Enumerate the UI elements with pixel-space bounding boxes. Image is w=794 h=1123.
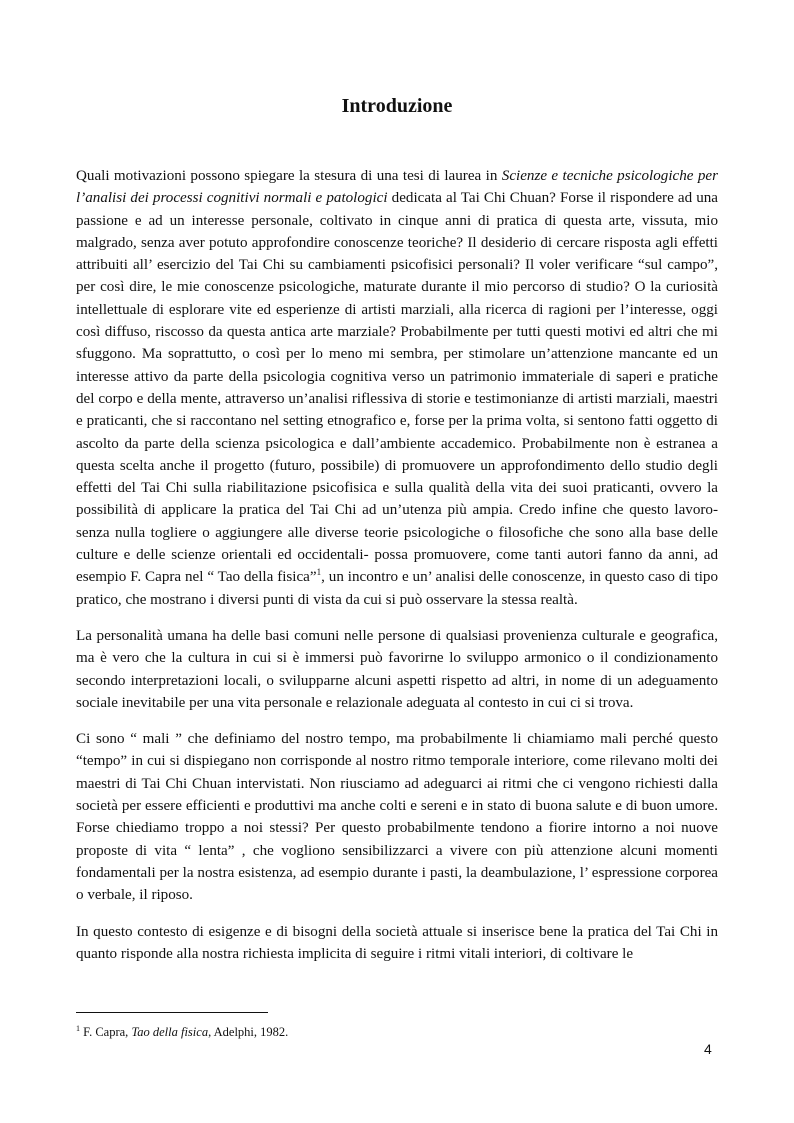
paragraph-1-text-c: dedicata al Tai Chi Chuan? Forse il rispondere ad una passione e ad un interesse personale, coltivato in cinque anni di pratica di questa arte, vissuta, mio malgrado, senza aver potuto approfondire conoscenze teoriche? Il desiderio di cercare risposta agli effetti attribuiti all’ esercizio del Tai Chi su cambiamenti psicofisici personali? Il voler verificare “sul campo”, per così dire, le mie conoscenze psicologiche, maturate durante il mio percorso di studio? O la curiosità intellettuale di esplorare vite ed esperienze di artisti marziali, alla ricerca di ragioni per l’interesse, oggi così diffuso, riscosso da questa antica arte marziale? Probabilmente per tutti questi motivi ed altri che mi sfuggono. Ma soprattutto, o così per lo meno mi sembra, per stimolare un’attenzione mancante ed un interesse attivo da parte della psicologia cognitiva verso un patrimonio immateriale di saperi e pratiche del corpo e della mente, attraverso un’analisi riflessiva di storie e testimonianze di artisti marziali, maestri e praticanti, che si raccontano nel setting etnografico e, forse per la prima volta, si sentono fatti oggetto di ascolto da parte della scienza psicologica e dall’ambiente accademico. Probabilmente non è estranea a questa scelta anche il progetto (futuro, possibile) di promuovere un approfondimento dello studio degli effetti del Tai Chi sulla riabilitazione psicofisica e sulla qualità della vita dei suoi praticanti, ovvero la possibilità di applicare la pratica del Tai Chi ad un’utenza più ampia. Credo infine che questo lavoro- senza nulla togliere o aggiungere alle diverse teorie psicologiche o filosofiche che sono alla base delle culture e delle scienze orientali ed occidentali- possa promuovere, come tanti autori fanno da anni, ad esempio F. Capra nel “ Tao della fisica”	[76, 190, 718, 586]
thesis-degree-name: Scienze e tecniche psicologiche per l’analisi dei processi cognitivi normali e patologici	[76, 168, 718, 207]
paragraph-1	[76, 165, 718, 611]
paragraph-2: La personalità umana ha delle basi comuni nelle persone di qualsiasi provenienza culturale e geografica, ma è vero che la cultura in cui si è immersi può favorirne lo sviluppo armonico o il condizionamento secondo interpretazioni locali, o svilupparne alcuni aspetti rispetto ad altri, in nome di un adeguamento sociale inevitabile per una vita personale e relazionale adeguata al contesto in cui ci si trova.	[76, 627, 718, 711]
paragraph-4: In questo contesto di esigenze e di bisogni della società attuale si inserisce bene la pratica del Tai Chi in quanto risponde alla nostra richiesta implicita di seguire i ritmi vitali interiori, di coltivare le	[76, 923, 718, 962]
body-text	[76, 165, 718, 979]
footnote-author: F. Capra,	[80, 1025, 132, 1039]
footnote-publisher: , Adelphi, 1982.	[208, 1025, 289, 1039]
footnote-marker: 1	[76, 1023, 80, 1033]
footnote-ref[interactable]: 1	[316, 567, 322, 578]
footnote-separator	[76, 1012, 268, 1013]
page-title: Introduzione	[341, 95, 453, 117]
paragraph-1-text-e: , un incontro e un’ analisi delle conoscenze, in questo caso di tipo pratico, che mostrano i diversi punti di vista da cui si può osservare la stessa realtà.	[76, 569, 718, 608]
paragraph-1-text-a: Quali motivazioni possono spiegare la stesura di una tesi di laurea in	[76, 168, 502, 184]
page-number: 4	[704, 1041, 712, 1057]
paragraph-3: Ci sono “ mali ” che definiamo del nostro tempo, ma probabilmente li chiamiamo mali perché questo “tempo” in cui si dispiegano non corrisponde al nostro ritmo temporale interiore, come rilevano molti dei maestri di Tai Chi Chuan intervistati. Non riusciamo ad adeguarci ai ritmi che ci vengono richiesti dalla società per essere efficienti e produttivi ma anche colti e sereni e in stato di buona salute e di buon umore. Forse chiediamo troppo a noi stessi? Per questo probabilmente tendono a fiorire intorno a noi nuove proposte di vita “ lenta” , che vogliono sensibilizzarci a vivere con più attenzione alcuni momenti fondamentali per la nostra esistenza, ad esempio durante i pasti, la deambulazione, l’ espressione corporea o verbale, il riposo.	[76, 731, 718, 904]
footnote-work-title: Tao della fisica	[131, 1025, 209, 1039]
footnote	[76, 1025, 288, 1040]
